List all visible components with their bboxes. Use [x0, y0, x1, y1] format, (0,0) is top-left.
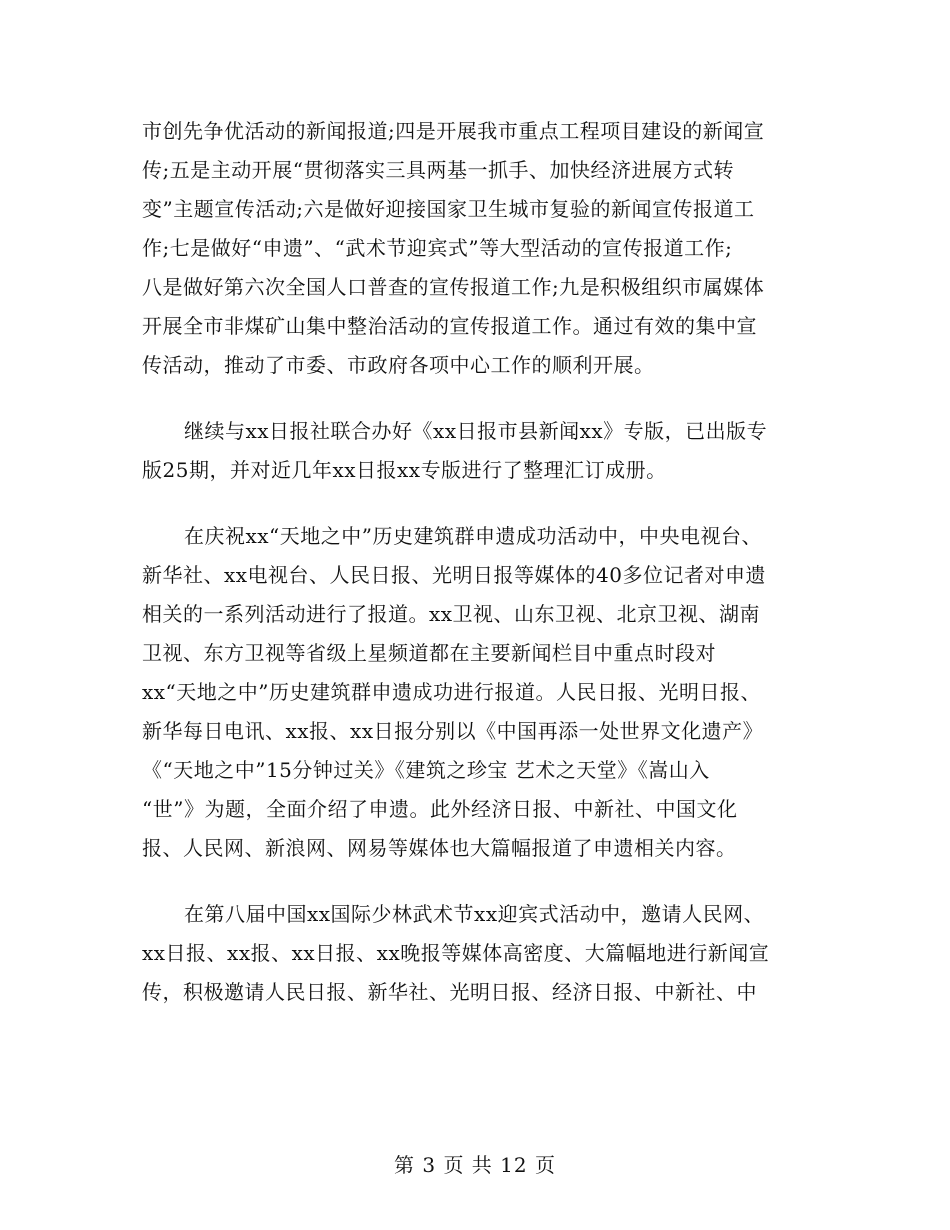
text-line: xx“天地之中”历史建筑群申遗成功进行报道。人民日报、光明日报、 — [142, 680, 762, 704]
text-line: 版25期，并对近几年xx日报xx专版进行了整理汇订成册。 — [142, 458, 667, 482]
text-line: 新华每日电讯、xx报、xx日报分别以《中国再添一处世界文化遗产》 — [142, 719, 764, 743]
text-line: 卫视、东方卫视等省级上星频道都在主要新闻栏目中重点时段对 — [142, 641, 716, 665]
text-line: 在庆祝xx“天地之中”历史建筑群申遗成功活动中，中央电视台、 — [184, 524, 763, 548]
text-line: 变”主题宣传活动;六是做好迎接国家卫生城市复验的新闻宣传报道工 — [142, 197, 755, 221]
text-line: 报、人民网、新浪网、网易等媒体也大篇幅报道了申遗相关内容。 — [142, 836, 737, 860]
text-line: xx日报、xx报、xx日报、xx晚报等媒体高密度、大篇幅地进行新闻宣 — [142, 941, 770, 965]
text-line: 作;七是做好“申遗”、“武术节迎宾式”等大型活动的宣传报道工作; — [142, 236, 733, 260]
text-line: 传，积极邀请人民日报、新华社、光明日报、经济日报、中新社、中 — [142, 980, 757, 1004]
text-line: 《“天地之中”15分钟过关》《建筑之珍宝 艺术之天堂》《嵩山入 — [142, 758, 710, 782]
text-line: 相关的一系列活动进行了报道。xx卫视、山东卫视、北京卫视、湖南 — [142, 602, 761, 626]
paragraph-4 — [142, 895, 807, 1012]
paragraph-2 — [142, 412, 807, 490]
text-line: 八是做好第六次全国人口普查的宣传报道工作;九是积极组织市属媒体 — [142, 275, 765, 299]
paragraph-spacer — [142, 490, 807, 517]
text-line: 继续与xx日报社联合办好《xx日报市县新闻xx》专版，已出版专 — [184, 419, 768, 443]
paragraph-spacer — [142, 385, 807, 412]
text-line: 开展全市非煤矿山集中整治活动的宣传报道工作。通过有效的集中宣 — [142, 314, 757, 338]
page-number-footer: 第 3 页 共 12 页 — [394, 1153, 556, 1177]
document-body — [142, 112, 807, 1012]
text-line: 市创先争优活动的新闻报道;四是开展我市重点工程项目建设的新闻宣 — [142, 119, 765, 143]
text-line: 传活动，推动了市委、市政府各项中心工作的顺利开展。 — [142, 353, 655, 377]
text-line: 传;五是主动开展“贯彻落实三具两基一抓手、加快经济进展方式转 — [142, 158, 734, 182]
paragraph-spacer — [142, 868, 807, 895]
paragraph-3 — [142, 517, 807, 868]
text-line: 新华社、xx电视台、人民日报、光明日报等媒体的40多位记者对申遗 — [142, 563, 767, 587]
paragraph-1 — [142, 112, 807, 385]
text-line: “世”》为题，全面介绍了申遗。此外经济日报、中新社、中国文化 — [142, 797, 738, 821]
text-line: 在第八届中国xx国际少林武术节xx迎宾式活动中，邀请人民网、 — [184, 902, 765, 926]
